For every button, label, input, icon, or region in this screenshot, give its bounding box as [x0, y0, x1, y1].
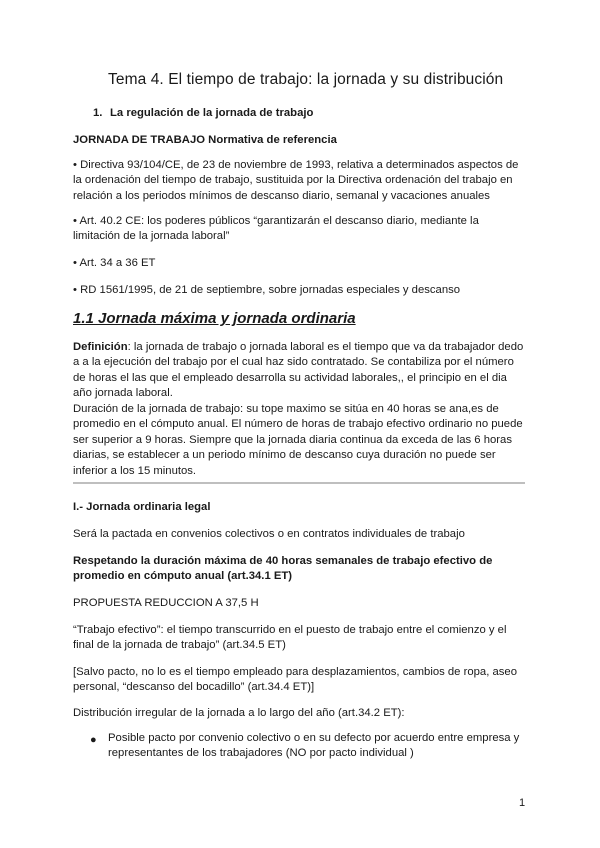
- distribucion-paragraph: Distribución irregular de la jornada a lo largo del año (art.34.2 ET):: [73, 707, 405, 719]
- propuesta-paragraph: PROPUESTA REDUCCION A 37,5 H: [73, 597, 259, 609]
- normativa-item-ce: • Art. 40.2 CE: los poderes públicos “garantizarán el descanso diario, mediante la limitación de la jornada laboral”: [73, 215, 479, 243]
- page-number: 1: [519, 797, 526, 809]
- normativa-item-directiva: • Directiva 93/104/CE, de 23 de noviembre de 1993, relativa a determinados aspectos de la ordenación del tiempo de trabajo, sustituida por la Directiva ordenación del trabajo en relación a los periodos mínimos de descanso diario, semanal y vacaciones anuales: [73, 159, 519, 202]
- definicion-label: Definición: [73, 341, 128, 353]
- pactada-paragraph: Será la pactada en convenios colectivos o en contratos individuales de trabajo: [73, 528, 465, 540]
- bullet-text: Posible pacto por convenio colectivo o en su defecto por acuerdo entre empresa y representantes de los trabajadores (NO por pacto individual ): [108, 732, 520, 760]
- respetando-paragraph: Respetando la duración máxima de 40 horas semanales de trabajo efectivo de promedio en cómputo anual (art.34.1 ET): [73, 555, 493, 583]
- trabajo-efectivo-paragraph: “Trabajo efectivo”: el tiempo transcurrido en el puesto de trabajo entre el comienzo y el final de la jornada de trabajo” (art.34.5 ET): [73, 624, 507, 652]
- duracion-paragraph: Duración de la jornada de trabajo: su tope maximo se sitúa en 40 horas se ana,es de promedio en el cómputo anual. El número de horas de trabajo efectivo ordinario no puede ser superior a 9 horas. Siempre que la jornada diaria continua da exceda de las 6 horas diarias, se establecer a un periodo mínimo de descanso cuya duración no puede ser inferior a los 15 minutos.: [73, 403, 523, 477]
- section-heading: La regulación de la jornada de trabajo: [110, 107, 314, 119]
- normativa-heading: JORNADA DE TRABAJO Normativa de referencia: [73, 134, 337, 146]
- section-number: 1.: [93, 107, 103, 119]
- definicion-paragraph: [73, 340, 528, 402]
- normativa-item-rd: • RD 1561/1995, de 21 de septiembre, sobre jornadas especiales y descanso: [73, 284, 461, 296]
- page-title: Tema 4. El tiempo de trabajo: la jornada y su distribución: [108, 71, 504, 88]
- definicion-text: : la jornada de trabajo o jornada laboral es el tiempo que va da trabajador dedo a a la ejecución del trabajo por el cual haz sido contratado. Se contabiliza por el número de horas el las que el empleado desarrolla su actividad laborales,, el principio en el dia año jornada laboral.: [73, 341, 524, 400]
- section-1-1-title: 1.1 Jornada máxima y jornada ordinaria: [73, 310, 356, 327]
- salvo-pacto-paragraph: [Salvo pacto, no lo es el tiempo empleado para desplazamientos, cambios de ropa, aseo personal, “descanso del bocadillo” (art.34.4 ET)]: [73, 666, 517, 694]
- subsection-heading: I.- Jornada ordinaria legal: [73, 501, 211, 513]
- horizontal-rule: [73, 482, 525, 484]
- normativa-item-et: • Art. 34 a 36 ET: [73, 257, 156, 269]
- bullet-icon: ●: [90, 734, 97, 746]
